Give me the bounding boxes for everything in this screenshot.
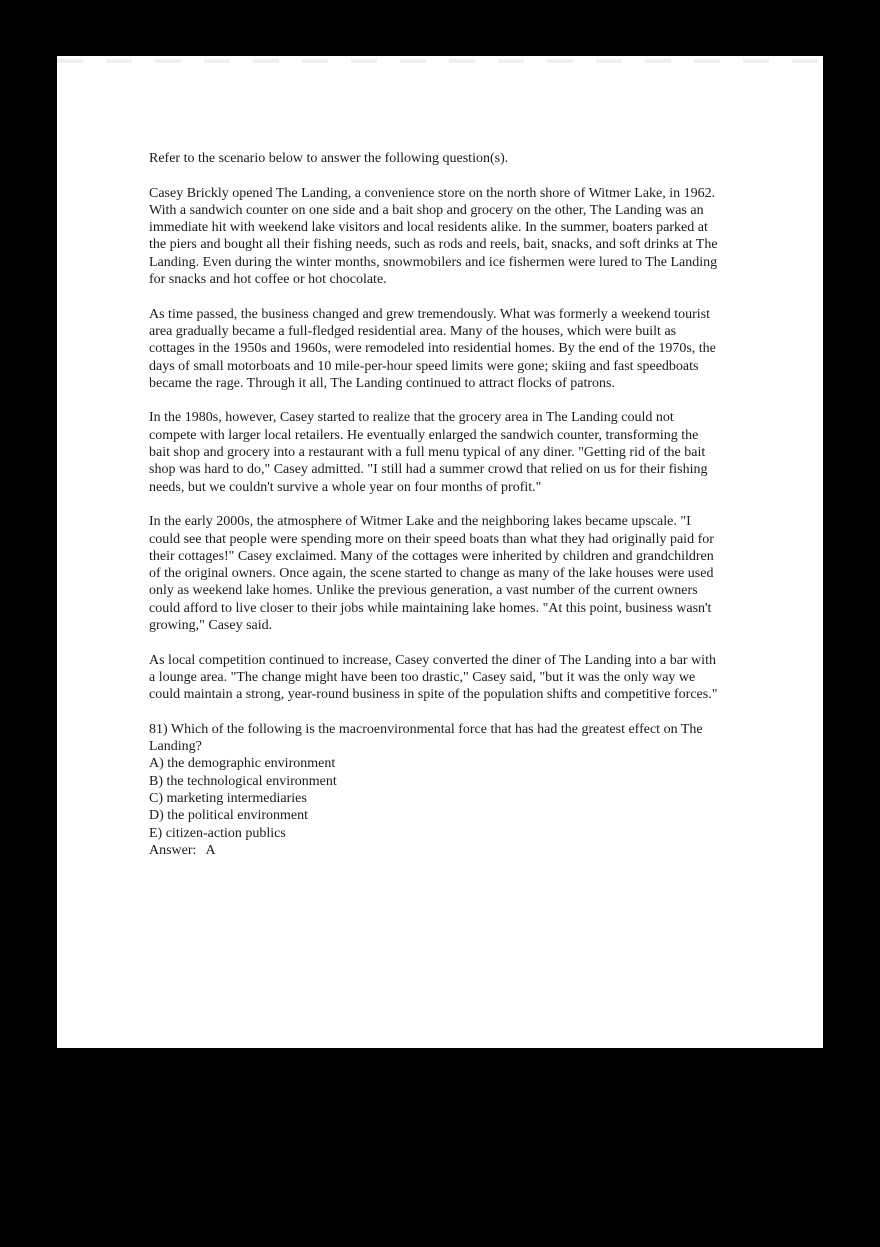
answer-label: Answer: xyxy=(149,842,197,858)
scenario-paragraph-4: In the early 2000s, the atmosphere of Witmer Lake and the neighboring lakes became upscale. "I could see that people were spending more on their speed boats than what they had originally paid for their cottages!" Casey exclaimed. Many of the cottages were inherited by children and grandchildren of the original owners. Once again, the scene started to change as many of the lake houses were used only as weekend lake homes. Unlike the previous generation, a vast number of the current owners could afford to live closer to their jobs while maintaining lake homes. "At this point, business wasn't growing," Casey said. xyxy=(149,514,714,634)
answer-line xyxy=(149,842,721,859)
scenario-paragraph-5: As local competition continued to increase, Casey converted the diner of The Landing into a bar with a lounge area. "The change might have been too drastic," Casey said, "but it was the only way we could maintain a strong, year-round business in spite of the population shifts and competitive forces." xyxy=(149,652,718,703)
answer-value: A xyxy=(205,842,216,858)
option-a: A) the demographic environment xyxy=(149,756,336,772)
option-e: E) citizen-action publics xyxy=(149,825,286,841)
option-b: B) the technological environment xyxy=(149,773,337,789)
instruction-line: Refer to the scenario below to answer the following question(s). xyxy=(149,151,509,166)
document-page xyxy=(57,56,823,1048)
scenario-paragraph-3: In the 1980s, however, Casey started to realize that the grocery area in The Landing could not compete with larger local retailers. He eventually enlarged the sandwich counter, transforming the bait shop and grocery into a restaurant with a full menu typical of any diner. "Getting rid of the bait shop was hard to do," Casey admitted. "I still had a summer crowd that relied on us for their fishing needs, but we couldn't survive a whole year on four months of profit." xyxy=(149,410,708,495)
scenario-paragraph-2: As time passed, the business changed and grew tremendously. What was formerly a weekend tourist area gradually became a full-fledged residential area. Many of the houses, which were built as cottages in the 1950s and 1960s, were remodeled into residential homes. By the end of the 1970s, the days of small motorboats and 10 mile-per-hour speed limits were gone; skiing and fast speedboats became the rage. Through it all, The Landing continued to attract flocks of patrons. xyxy=(149,306,716,391)
question-block xyxy=(149,721,721,859)
question-text: 81) Which of the following is the macroenvironmental force that has had the greatest effect on The Landing? xyxy=(149,721,703,755)
document-content xyxy=(149,150,721,859)
option-d: D) the political environment xyxy=(149,808,309,824)
page-top-perforation-edge xyxy=(57,59,823,63)
scenario-paragraph-1: Casey Brickly opened The Landing, a convenience store on the north shore of Witmer Lake, in 1962. With a sandwich counter on one side and a bait shop and grocery on the other, The Landing was an immediate hit with weekend lake visitors and local residents alike. In the summer, boaters parked at the piers and bought all their fishing needs, such as rods and reels, bait, snacks, and soft drinks at The Landing. Even during the winter months, snowmobilers and ice fishermen were lured to The Landing for snacks and hot coffee or hot chocolate. xyxy=(149,185,718,288)
option-c: C) marketing intermediaries xyxy=(149,790,307,806)
